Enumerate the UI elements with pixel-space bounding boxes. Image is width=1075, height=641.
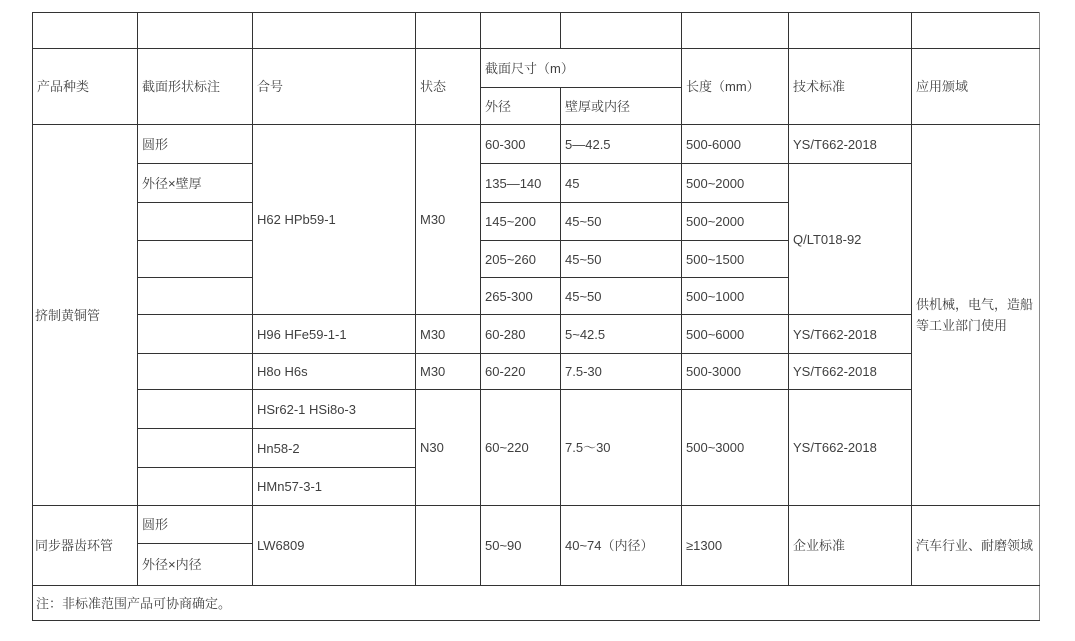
- product-spec-table: [32, 12, 1040, 621]
- wall-value: 45~50: [561, 241, 682, 278]
- application-extruded: 供机械，电气，造船等工业部门使用: [912, 125, 1040, 506]
- shape-od-x-inner: 外径×内径: [138, 544, 253, 586]
- empty-cell: [33, 13, 138, 49]
- standard-value: YS/T662-2018: [789, 354, 912, 390]
- od-value: 60-300: [481, 125, 561, 164]
- length-value: 500~2000: [682, 203, 789, 241]
- empty-cell: [416, 13, 481, 49]
- wall-value: 5—42.5: [561, 125, 682, 164]
- header-section-size: 截面尺寸（m）: [481, 49, 682, 88]
- od-value: 50~90: [481, 506, 561, 586]
- shape-empty: [138, 278, 253, 315]
- header-grade: 合号: [253, 49, 416, 125]
- length-value: 500~2000: [682, 164, 789, 203]
- shape-round: 圆形: [138, 125, 253, 164]
- od-value: 60~220: [481, 390, 561, 506]
- header-product: 产品种类: [33, 49, 138, 125]
- od-value: 265-300: [481, 278, 561, 315]
- product-extruded: 挤制黄铜管: [33, 125, 138, 506]
- table-note: 注：非标准范围产品可协商确定。: [33, 586, 1040, 621]
- shape-empty: [138, 315, 253, 354]
- length-value: 500~1500: [682, 241, 789, 278]
- state-h80: M30: [416, 354, 481, 390]
- grade-h96: H96 HFe59-1-1: [253, 315, 416, 354]
- header-outer-diameter: 外径: [481, 88, 561, 125]
- standard-value: YS/T662-2018: [789, 125, 912, 164]
- header-application: 应用颁域: [912, 49, 1040, 125]
- empty-cell: [561, 13, 682, 49]
- state-h62: M30: [416, 125, 481, 315]
- state-n30: N30: [416, 390, 481, 506]
- header-standard: 技术标准: [789, 49, 912, 125]
- header-wall-or-inner: 壁厚或内径: [561, 88, 682, 125]
- shape-empty: [138, 390, 253, 429]
- length-value: ≥1300: [682, 506, 789, 586]
- grade-lw6809: LW6809: [253, 506, 416, 586]
- application-synchronizer: 汽车行业、耐磨领域: [912, 506, 1040, 586]
- od-value: 135—140: [481, 164, 561, 203]
- grade-hn58: Hn58-2: [253, 429, 416, 468]
- grade-h62: H62 HPb59-1: [253, 125, 416, 315]
- grade-h80: H8o H6s: [253, 354, 416, 390]
- shape-empty: [138, 468, 253, 506]
- grade-hmn57: HMn57-3-1: [253, 468, 416, 506]
- wall-value: 45: [561, 164, 682, 203]
- length-value: 500~3000: [682, 390, 789, 506]
- od-value: 60-280: [481, 315, 561, 354]
- shape-empty: [138, 429, 253, 468]
- shape-empty: [138, 354, 253, 390]
- wall-value: 45~50: [561, 203, 682, 241]
- shape-round: 圆形: [138, 506, 253, 544]
- empty-cell: [138, 13, 253, 49]
- wall-value: 7.5～30: [561, 390, 682, 506]
- header-shape: 截面形状标注: [138, 49, 253, 125]
- header-state: 状态: [416, 49, 481, 125]
- empty-cell: [789, 13, 912, 49]
- wall-value: 40~74（内径）: [561, 506, 682, 586]
- empty-cell: [253, 13, 416, 49]
- wall-value: 5~42.5: [561, 315, 682, 354]
- od-value: 60-220: [481, 354, 561, 390]
- length-value: 500-6000: [682, 125, 789, 164]
- od-value: 205~260: [481, 241, 561, 278]
- length-value: 500~1000: [682, 278, 789, 315]
- shape-empty: [138, 203, 253, 241]
- shape-od-x-wall: 外径×壁厚: [138, 164, 253, 203]
- empty-cell: [481, 13, 561, 49]
- empty-cell: [682, 13, 789, 49]
- length-value: 500~6000: [682, 315, 789, 354]
- wall-value: 7.5-30: [561, 354, 682, 390]
- state-h96: M30: [416, 315, 481, 354]
- empty-cell: [912, 13, 1040, 49]
- standard-value: YS/T662-2018: [789, 390, 912, 506]
- shape-empty: [138, 241, 253, 278]
- standard-value: 企业标准: [789, 506, 912, 586]
- od-value: 145~200: [481, 203, 561, 241]
- product-synchronizer: 同步器齿环管: [33, 506, 138, 586]
- length-value: 500-3000: [682, 354, 789, 390]
- header-length: 长度（mm）: [682, 49, 789, 125]
- standard-value: YS/T662-2018: [789, 315, 912, 354]
- standard-qlt: Q/LT018-92: [789, 164, 912, 315]
- wall-value: 45~50: [561, 278, 682, 315]
- grade-hsr: HSr62-1 HSi8o-3: [253, 390, 416, 429]
- state-empty: [416, 506, 481, 586]
